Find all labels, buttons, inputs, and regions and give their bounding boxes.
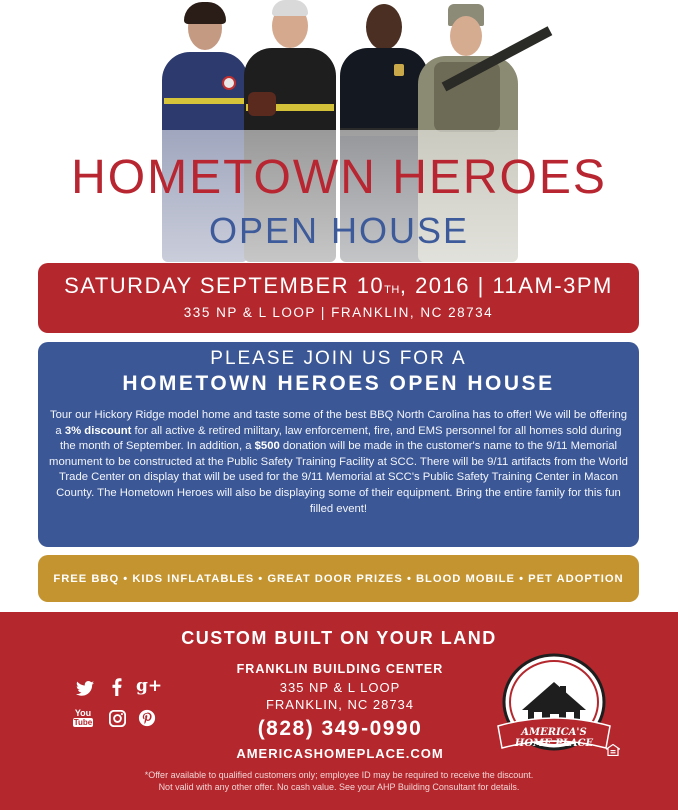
date-ordinal: TH [384,284,400,296]
facebook-icon[interactable] [106,676,128,698]
event-subtitle: OPEN HOUSE [208,210,470,251]
business-name: FRANKLIN BUILDING CENTER [236,662,444,676]
date-banner [38,263,639,333]
youtube-label-1: You [74,708,92,718]
google-plus-icon[interactable] [135,675,163,697]
website-link[interactable]: AMERICASHOMEPLACE.COM [236,746,444,761]
logo-text-line-1: AMERICA'S [521,727,587,738]
youtube-icon[interactable] [72,707,94,729]
youtube-label-2: Tube [73,718,93,727]
phone-number[interactable]: (828) 349-0990 [257,717,423,740]
date-rest: , 2016 | 11AM-3PM [399,273,613,298]
event-title: HOMETOWN HEROES [71,151,607,204]
body-part-1: Tour our Hickory Ridge model home and taste some of the best BBQ North Carolina has to offer! We will be offering a [49,409,628,437]
google-plus-glyph: g+ [135,676,163,696]
logo-text-line-2: HOME PLACE [514,738,594,749]
hero-photo [0,0,678,262]
donation-highlight: $500 [254,440,280,453]
equal-housing-icon [606,744,620,756]
business-address-line-1: 335 NP & L LOOP [279,680,401,695]
invitation-body [48,408,629,517]
instagram-icon[interactable] [106,707,128,729]
body-part-3: donation will be made in the customer's name to the 9/11 Memorial monument to be constructed at the Public Safety Training Facility at SCC. There will be 9/11 artifacts from the World Trade Center on display that will be used for the 9/11 Memorial at SCC's Public Safety Training Center in Macon County. The Hometown Heroes will also be displaying some of their equipment. Bring the entire family for this fun filled event! [49,440,628,515]
body-part-2: for all active & retired military, law enforcement, fire, and EMS personnel for all homes sold during the month of September. In addition, a [59,424,622,453]
disclaimer-line-2: Not valid with any other offer. No cash value. See your AHP Building Consultant for details. [158,782,520,792]
pinterest-icon[interactable] [136,707,158,729]
disclaimer [0,769,678,793]
date-prefix: SATURDAY SEPTEMBER 10 [64,273,385,298]
disclaimer-line-1: *Offer available to qualified customers only; employee ID may be required to receive the discount. [144,770,534,780]
americas-home-place-logo [494,652,614,760]
event-address: 335 NP & L LOOP | FRANKLIN, NC 28734 [183,305,494,320]
invitation-title: HOMETOWN HEROES OPEN HOUSE [122,372,555,395]
contact-block [200,662,480,761]
discount-highlight: 3% discount [64,424,132,437]
business-address-line-2: FRANKLIN, NC 28734 [265,697,415,712]
invitation-kicker: PLEASE JOIN US FOR A [210,348,467,369]
perks-bar [38,555,639,602]
event-date [38,273,639,299]
invitation-panel [38,342,639,547]
perks-list: FREE BBQ • KIDS INFLATABLES • GREAT DOOR PRIZES • BLOOD MOBILE • PET ADOPTION [53,572,624,585]
twitter-icon[interactable] [74,677,96,699]
footer-tagline: CUSTOM BUILT ON YOUR LAND [181,628,497,648]
